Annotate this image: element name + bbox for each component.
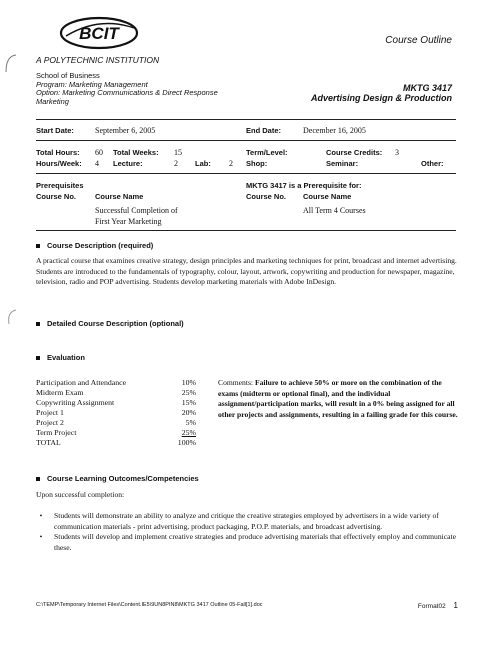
course-code: MKTG 3417 xyxy=(402,83,452,93)
eval-item-pct: 100% xyxy=(177,438,196,447)
bcit-logo xyxy=(58,14,140,52)
eval-item-name: TOTAL xyxy=(36,438,61,447)
eval-item-pct: 10% xyxy=(181,378,196,387)
divider xyxy=(36,119,456,120)
eval-item-name: Term Project xyxy=(36,428,77,437)
start-date-value: September 6, 2005 xyxy=(95,126,156,135)
eval-item-name: Project 2 xyxy=(36,418,64,427)
evaluation-heading xyxy=(36,353,85,362)
list-item xyxy=(36,511,462,532)
list-item xyxy=(36,532,462,553)
comments-label: Comments: xyxy=(218,378,254,387)
lab-label: Lab: xyxy=(195,159,211,168)
outcomes-list xyxy=(36,511,462,553)
course-description-text: A practical course that examines creative strategy, design principles and marketing techniques for print, broadcast and internet advertising. Students are introduced to the fundamentals of typography, colour, layout, artwork, copywriting and production for newspaper, magazine, television, radio and POP advertising. Students develop marketing materials with Adobe InDesign. xyxy=(36,256,457,286)
eval-row xyxy=(36,378,196,388)
prereq-heading: Prerequisites xyxy=(36,181,84,190)
eval-row xyxy=(36,398,196,408)
square-bullet-icon xyxy=(36,244,40,248)
course-title: Advertising Design & Production xyxy=(310,93,452,103)
square-bullet-icon xyxy=(36,356,40,360)
program-block xyxy=(36,72,246,106)
square-bullet-icon xyxy=(36,322,40,326)
square-bullet-icon xyxy=(36,477,40,481)
hours-week-label: Hours/Week: xyxy=(36,159,82,168)
end-date-label: End Date: xyxy=(246,126,282,135)
scan-mark-icon xyxy=(2,52,18,74)
eval-item-pct: 25% xyxy=(181,388,196,397)
prereq-course-name-line2: First Year Marketing xyxy=(95,217,162,226)
doc-type: Course Outline xyxy=(385,35,452,46)
institution-tagline: A POLYTECHNIC INSTITUTION xyxy=(36,55,160,65)
eval-row xyxy=(36,428,196,438)
is-prereq-heading: MKTG 3417 is a Prerequisite for: xyxy=(246,181,362,190)
outcome-text: Students will develop and implement creative strategies and produce advertising materials that effectively employ and communicate these. xyxy=(54,532,456,552)
bullet-icon: • xyxy=(39,511,43,520)
footer-right xyxy=(418,601,458,610)
course-credits-value: 3 xyxy=(395,148,399,157)
eval-row xyxy=(36,408,196,418)
end-date-value: December 16, 2005 xyxy=(303,126,366,135)
eval-row xyxy=(36,418,196,428)
lecture-value: 2 xyxy=(174,159,178,168)
other-label: Other: xyxy=(421,159,444,168)
start-date-label: Start Date: xyxy=(36,126,74,135)
section-heading-label: Course Description (required) xyxy=(47,241,154,250)
eval-item-name: Participation and Attendance xyxy=(36,378,127,387)
eval-item-name: Project 1 xyxy=(36,408,64,417)
outcomes-intro: Upon successful completion: xyxy=(36,490,125,499)
eval-item-name: Midterm Exam xyxy=(36,388,84,397)
eval-item-pct: 15% xyxy=(181,398,196,407)
eval-row xyxy=(36,388,196,398)
course-credits-label: Course Credits: xyxy=(326,148,383,157)
page-number: 1 xyxy=(453,601,458,610)
section-heading-label: Evaluation xyxy=(47,353,85,362)
eval-item-pct: 25% xyxy=(181,428,196,437)
seminar-label: Seminar: xyxy=(326,159,359,168)
prereq-col-no: Course No. xyxy=(36,192,77,201)
prereq-col-name: Course Name xyxy=(95,192,144,201)
program-name: Program: Marketing Management xyxy=(36,79,148,89)
outcome-text: Students will demonstrate an ability to analyze and critique the creative strategies employed by advertisers in a wide variety of communication materials - print advertising, product packaging, P.O.P. materials, and broadcast advertising. xyxy=(54,511,439,531)
lecture-label: Lecture: xyxy=(113,159,143,168)
outcomes-heading xyxy=(36,474,199,483)
total-weeks-label: Total Weeks: xyxy=(113,148,159,157)
is-prereq-col-no: Course No. xyxy=(246,192,287,201)
is-prereq-course: All Term 4 Courses xyxy=(303,206,366,215)
course-heading xyxy=(311,83,452,103)
section-heading-label: Detailed Course Description (optional) xyxy=(47,319,184,328)
divider xyxy=(36,230,456,231)
footer-path: C:\TEMP\Temporary Internet Files\Content.IE5\9UN8PIN8\MKTG 3417 Outline 05-Fall[1].doc xyxy=(36,602,263,608)
total-hours-label: Total Hours: xyxy=(36,148,80,157)
option-name: Option: Marketing Communications & Direct Response Marketing xyxy=(36,88,218,106)
divider xyxy=(36,173,456,174)
lab-value: 2 xyxy=(229,159,233,168)
course-description-heading xyxy=(36,241,153,250)
scan-mark-icon xyxy=(4,306,18,326)
logo-text: BCIT xyxy=(79,24,119,43)
shop-label: Shop: xyxy=(246,159,268,168)
school-name: School of Business xyxy=(36,71,100,80)
total-weeks-value: 15 xyxy=(174,148,182,157)
is-prereq-col-name: Course Name xyxy=(303,192,352,201)
eval-item-pct: 20% xyxy=(181,408,196,417)
total-hours-value: 60 xyxy=(95,148,103,157)
prereq-course-name: Successful Completion of xyxy=(95,206,178,215)
term-level-label: Term/Level: xyxy=(246,148,288,157)
detailed-description-heading xyxy=(36,319,184,328)
footer-code: Format02 xyxy=(417,603,446,610)
bullet-icon: • xyxy=(39,532,43,541)
eval-item-name: Copywriting Assignment xyxy=(36,398,115,407)
hours-week-value: 4 xyxy=(95,159,99,168)
divider xyxy=(36,140,456,141)
evaluation-comments xyxy=(218,378,458,420)
section-heading-label: Course Learning Outcomes/Competencies xyxy=(47,474,199,483)
eval-item-pct: 5% xyxy=(185,418,196,427)
evaluation-table xyxy=(36,378,196,448)
comments-text: Failure to achieve 50% or more on the combination of the exams (midterm or optional final), and the individual assignment/participation marks, will result in a 0% being assigned for all other projects and assignments, resulting in a failing grade for this course. xyxy=(218,378,458,419)
eval-total-row xyxy=(36,438,196,448)
